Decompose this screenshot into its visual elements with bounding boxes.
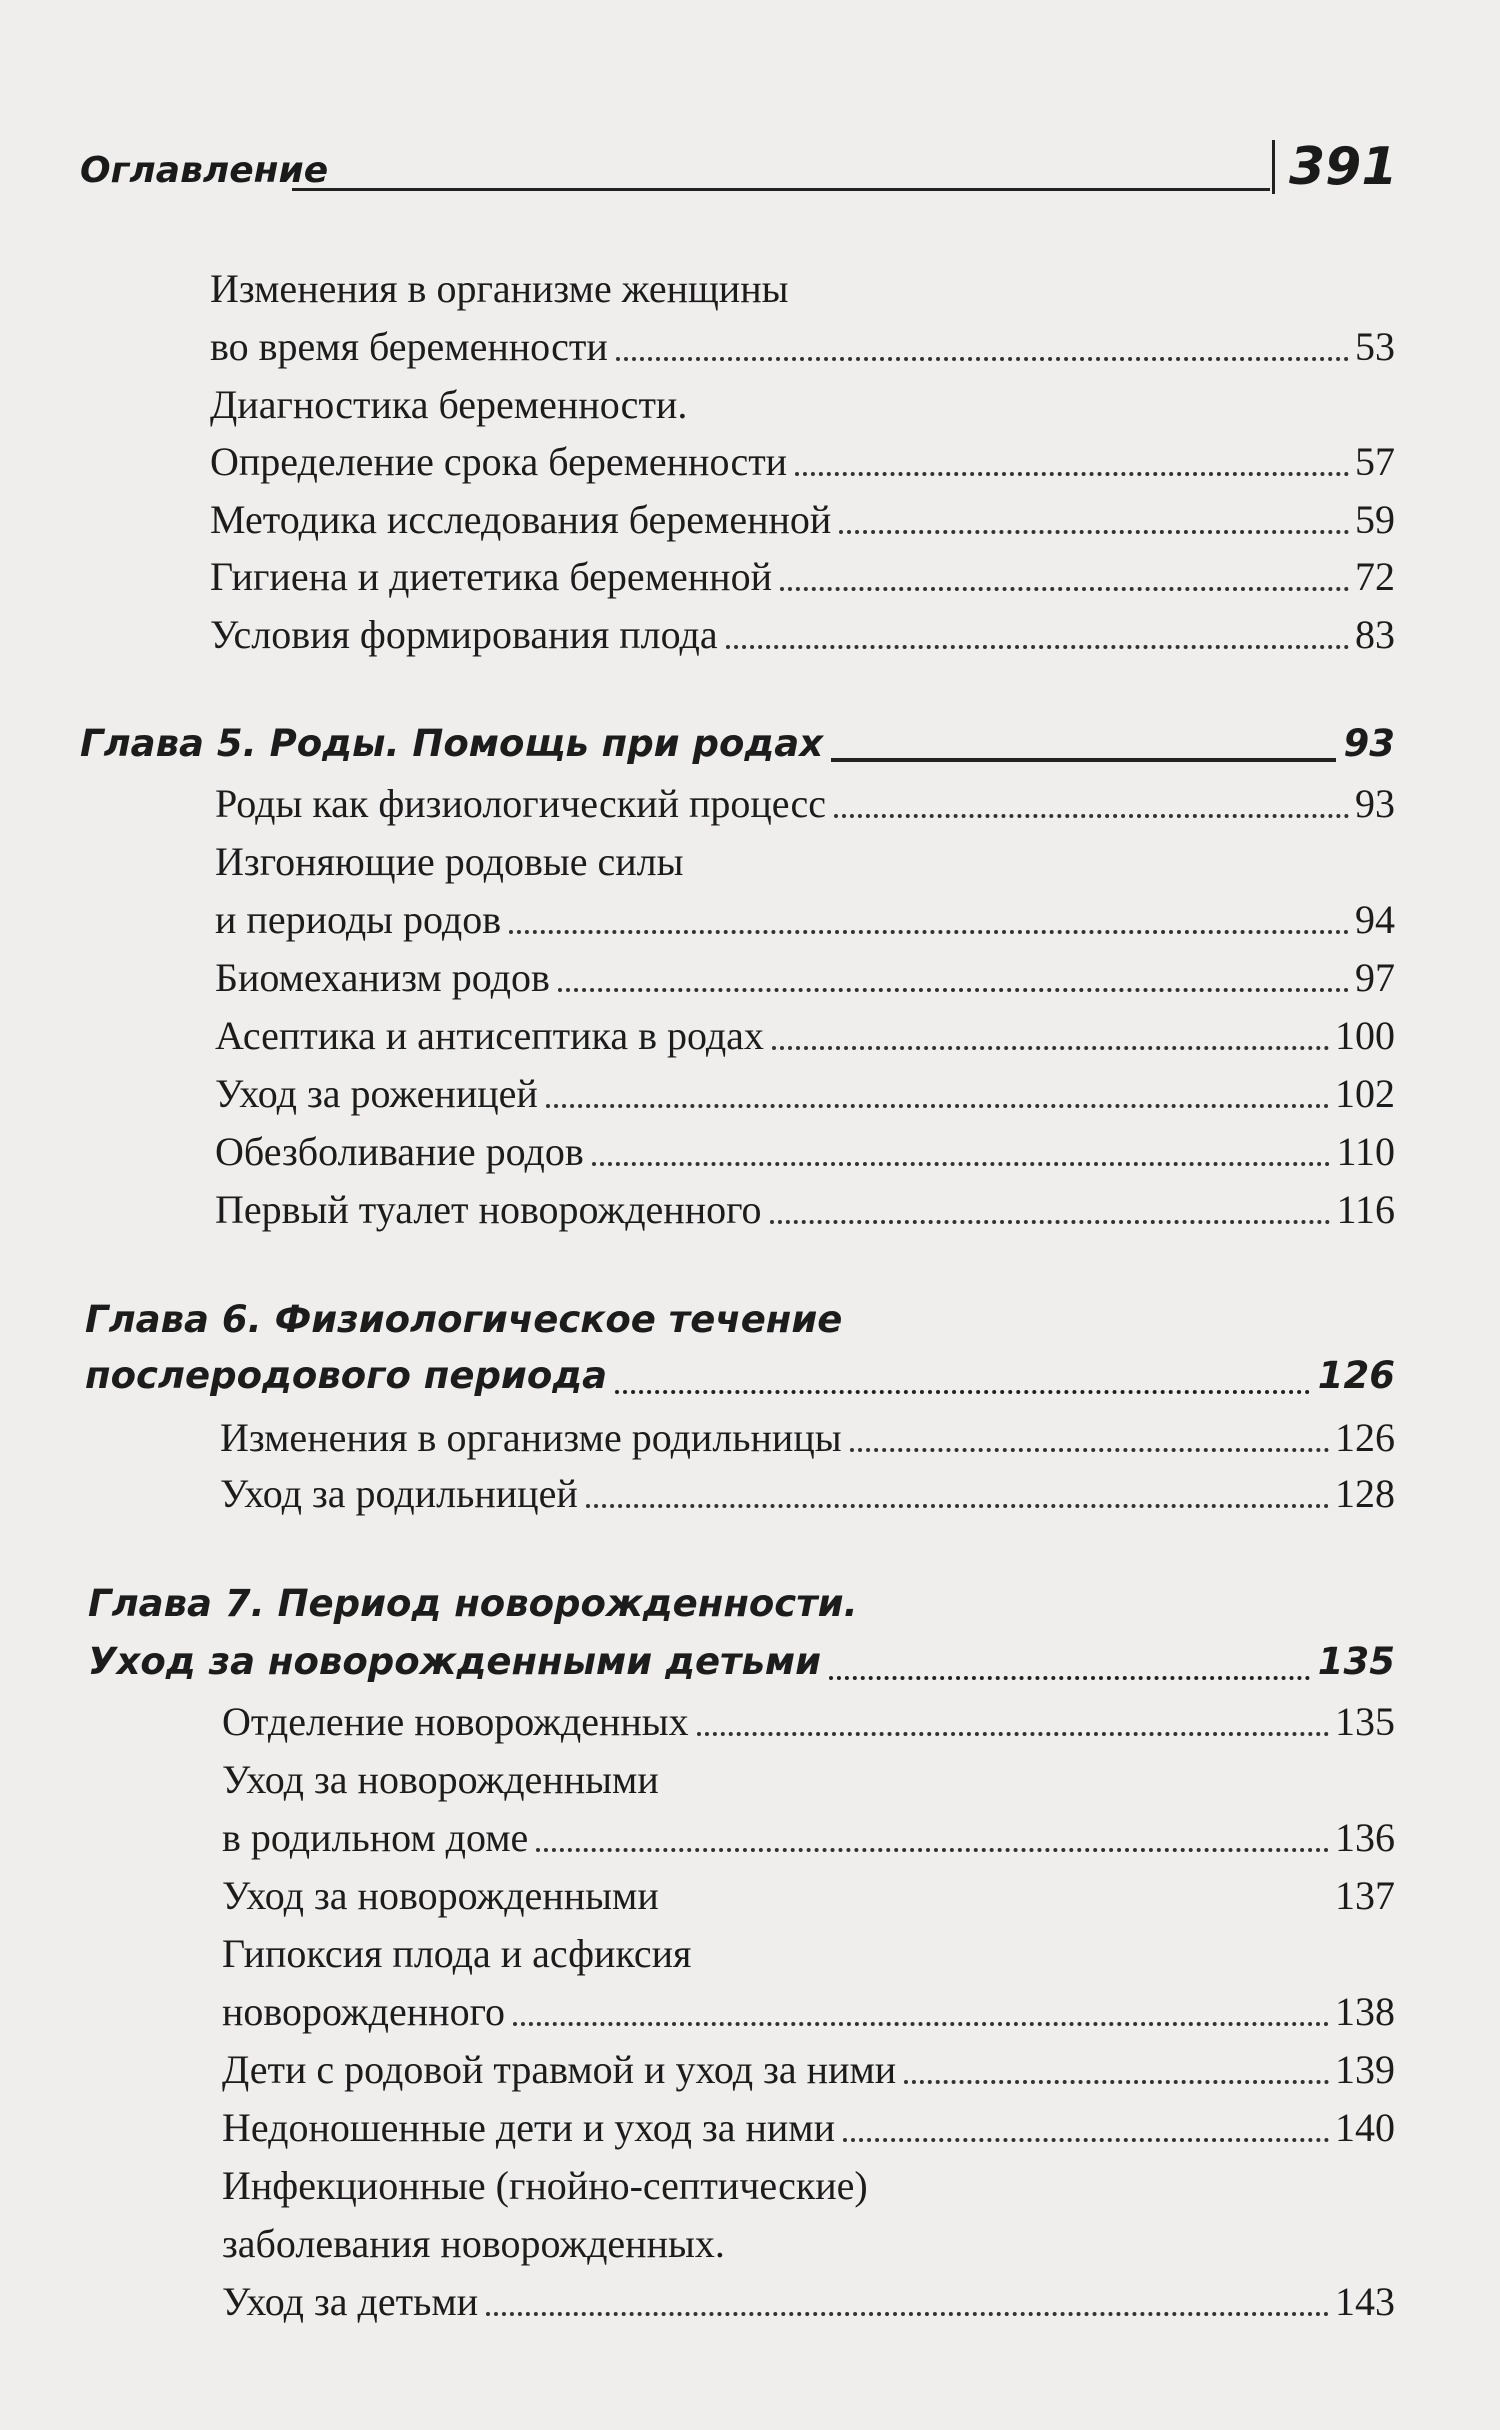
page-number: 391 [1272, 140, 1398, 194]
leader-dots [536, 1848, 1329, 1852]
toc-entry-page: 139 [1335, 2047, 1395, 2092]
toc-line: Гипоксия плода и асфиксия [222, 1931, 692, 1976]
toc-entry-page: 72 [1355, 554, 1395, 599]
chapter-heading-line: Глава 6. Физиологическое течение [85, 1298, 843, 1341]
leader-dots [486, 2312, 1329, 2316]
chapter-rule [829, 1676, 1310, 1680]
leader-dots [697, 1732, 1329, 1736]
toc-entry-page: 94 [1355, 897, 1395, 942]
chapter-title: Глава 5. Роды. Помощь при родах [80, 722, 824, 765]
toc-entry-page: 143 [1335, 2279, 1395, 2324]
toc-entry-title: Условия формирования плода [210, 612, 718, 657]
leader-dots [558, 988, 1349, 992]
toc-entry-title: Уход за детьми [222, 2279, 479, 2324]
toc-entry[interactable] [222, 2104, 1395, 2152]
toc-entry-page: 53 [1355, 324, 1395, 369]
toc-entry-title: Изменения в организме родильницы [220, 1415, 842, 1460]
leader-dots [586, 1504, 1329, 1508]
chapter-title: послеродового периода [85, 1354, 608, 1397]
toc-entry[interactable] [215, 780, 1395, 828]
leader-dots [509, 930, 1349, 934]
toc-entry-page: 102 [1335, 1071, 1395, 1116]
toc-entry[interactable] [222, 1872, 1395, 1920]
toc-entry[interactable] [222, 1698, 1395, 1746]
toc-entry-title: Недоношенные дети и уход за ними [222, 2105, 836, 2150]
chapter-heading[interactable] [85, 1354, 1395, 1398]
leader-dots [592, 1162, 1331, 1166]
toc-line: Уход за новорожденными [222, 1757, 659, 1802]
toc-entry-title: Первый туалет новорожденного [215, 1187, 762, 1232]
toc-entry-page: 110 [1336, 1129, 1395, 1174]
toc-entry-title: Биомеханизм родов [215, 955, 550, 1000]
toc-entry-title: во время беременности [210, 324, 608, 369]
running-header: Оглавление [80, 150, 329, 191]
toc-entry-title: Методика исследования беременной [210, 497, 832, 542]
toc-entry-title: Дети с родовой травмой и уход за ними [222, 2047, 897, 2092]
chapter-heading[interactable] [80, 722, 1395, 766]
toc-entry-page: 100 [1335, 1013, 1395, 1058]
toc-entry-title: новорожденного [222, 1989, 505, 2034]
toc-entry[interactable] [222, 2046, 1395, 2094]
toc-entry[interactable] [215, 1128, 1395, 1176]
toc-entry[interactable] [215, 1012, 1395, 1060]
leader-dots [795, 472, 1349, 476]
toc-entry-page: 59 [1355, 497, 1395, 542]
chapter-page: 93 [1343, 722, 1395, 765]
toc-entry[interactable] [220, 1470, 1395, 1518]
chapter-heading-line: Глава 7. Период новорожденности. [88, 1582, 858, 1625]
toc-entry-page: 135 [1335, 1699, 1395, 1744]
toc-entry-title: Уход за роженицей [215, 1071, 538, 1116]
leader-dots [770, 1220, 1331, 1224]
toc-entry-title: Гигиена и диететика беременной [210, 554, 772, 599]
toc-entry-title: в родильном доме [222, 1815, 529, 1860]
toc-entry[interactable] [222, 1988, 1395, 2036]
toc-line: Инфекционные (гнойно-септические) [222, 2163, 868, 2208]
toc-line: заболевания новорожденных. [222, 2221, 725, 2266]
chapter-title: Уход за новорожденными детьми [88, 1640, 822, 1683]
toc-entry-page: 140 [1335, 2105, 1395, 2150]
leader-dots [726, 645, 1349, 649]
leader-dots [616, 357, 1349, 361]
leader-dots [834, 814, 1349, 818]
leader-dots [850, 1448, 1329, 1452]
toc-entry[interactable] [215, 954, 1395, 1002]
chapter-page: 126 [1317, 1354, 1395, 1397]
toc-line: Изменения в организме женщины [210, 266, 789, 311]
toc-entry[interactable] [210, 438, 1395, 486]
toc-entry[interactable] [215, 1186, 1395, 1234]
toc-entry-page: 57 [1355, 439, 1395, 484]
toc-entry-page: 137 [1335, 1873, 1395, 1918]
toc-entry-title: Отделение новорожденных [222, 1699, 689, 1744]
leader-dots [546, 1104, 1329, 1108]
chapter-page: 135 [1317, 1640, 1395, 1683]
chapter-heading[interactable] [88, 1640, 1395, 1684]
toc-entry-page: 97 [1355, 955, 1395, 1000]
toc-entry[interactable] [210, 323, 1395, 371]
toc-entry-page: 126 [1335, 1415, 1395, 1460]
toc-entry-title: и периоды родов [215, 897, 502, 942]
toc-entry-title: Уход за новорожденными [222, 1873, 659, 1918]
toc-entry-page: 138 [1335, 1989, 1395, 2034]
toc-entry[interactable] [222, 1814, 1395, 1862]
toc-entry[interactable] [215, 896, 1395, 944]
toc-entry[interactable] [220, 1414, 1395, 1462]
leader-dots [843, 2138, 1329, 2142]
toc-entry-page: 116 [1336, 1187, 1395, 1232]
leader-dots [513, 2022, 1329, 2026]
toc-entry-page: 128 [1335, 1471, 1395, 1516]
toc-entry[interactable] [210, 496, 1395, 544]
toc-line: Диагностика беременности. [210, 382, 688, 427]
leader-dots [904, 2080, 1329, 2084]
toc-line: Изгоняющие родовые силы [215, 839, 684, 884]
toc-entry-page: 93 [1355, 781, 1395, 826]
toc-entry-page: 83 [1355, 612, 1395, 657]
toc-entry[interactable] [210, 553, 1395, 601]
toc-entry[interactable] [210, 611, 1395, 659]
toc-entry-title: Асептика и антисептика в родах [215, 1013, 764, 1058]
toc-entry-title: Обезболивание родов [215, 1129, 584, 1174]
leader-dots [772, 1046, 1329, 1050]
toc-entry-title: Роды как физиологический процесс [215, 781, 827, 826]
leader-dots [780, 587, 1349, 591]
leader-dots [839, 530, 1349, 534]
header-rule [292, 188, 1270, 191]
toc-entry-title: Уход за родильницей [220, 1471, 578, 1516]
toc-entry-page: 136 [1335, 1815, 1395, 1860]
toc-entry-title: Определение срока беременности [210, 439, 788, 484]
chapter-rule [831, 758, 1335, 762]
toc-entry[interactable] [215, 1070, 1395, 1118]
chapter-rule [615, 1390, 1310, 1394]
toc-entry[interactable] [222, 2278, 1395, 2326]
